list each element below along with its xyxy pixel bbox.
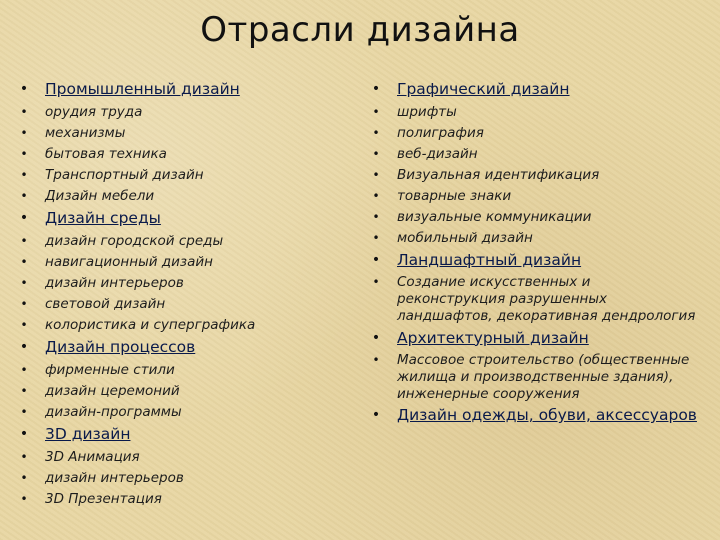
list-item: [18, 232, 348, 250]
item-label: полиграфия: [397, 125, 484, 141]
item-label: дизайн интерьеров: [45, 275, 184, 291]
bullet-icon: •: [20, 147, 28, 161]
section-heading-process: [18, 337, 348, 357]
section-heading-fashion: [370, 405, 700, 425]
list-item: [370, 166, 700, 184]
bullet-icon: •: [372, 231, 380, 245]
list-item: [370, 145, 700, 163]
item-label: дизайн городской среды: [45, 233, 224, 249]
list-item: [18, 490, 348, 508]
left-column: [18, 77, 348, 511]
heading-label[interactable]: Архитектурный дизайн: [397, 328, 589, 347]
list-item: [370, 274, 700, 325]
bullet-icon: •: [371, 329, 381, 346]
item-label: шрифты: [397, 104, 457, 120]
list-item: [18, 124, 348, 142]
bullet-icon: •: [20, 471, 28, 485]
heading-label[interactable]: Промышленный дизайн: [45, 80, 240, 98]
bullet-icon: •: [20, 126, 28, 140]
bullet-icon: •: [19, 81, 29, 97]
bullet-icon: •: [372, 126, 380, 140]
bullet-icon: •: [20, 318, 28, 332]
list-item: [18, 187, 348, 205]
bullet-icon: •: [20, 405, 28, 419]
list-item: [370, 208, 700, 226]
bullet-icon: •: [372, 352, 380, 367]
bullet-icon: •: [372, 275, 380, 289]
bullet-icon: •: [372, 210, 380, 224]
list-item: [18, 361, 348, 379]
bullet-icon: •: [372, 168, 380, 182]
list-item: [18, 166, 348, 184]
item-label: веб-дизайн: [397, 146, 478, 162]
list-item: [18, 253, 348, 271]
item-label: Дизайн мебели: [45, 188, 155, 204]
list-item: [18, 316, 348, 334]
section-heading-industrial: [18, 79, 348, 99]
item-label: визуальные коммуникации: [397, 209, 592, 225]
bullet-icon: •: [20, 105, 28, 119]
section-heading-3d: [18, 424, 348, 444]
list-item: [18, 274, 348, 292]
bullet-icon: •: [19, 339, 29, 355]
list-item: [18, 469, 348, 487]
item-label: орудия труда: [45, 104, 143, 120]
bullet-icon: •: [371, 252, 381, 268]
bullet-icon: •: [20, 189, 28, 203]
bullet-icon: •: [372, 147, 380, 161]
bullet-icon: •: [19, 426, 29, 442]
item-label: Транспортный дизайн: [45, 167, 204, 183]
item-label: 3D Анимация: [45, 449, 140, 465]
bullet-icon: •: [20, 450, 28, 464]
heading-label[interactable]: Дизайн среды: [45, 209, 161, 227]
page-title: Отрасли дизайна: [200, 10, 520, 50]
bullet-icon: •: [371, 81, 381, 97]
bullet-icon: •: [372, 189, 380, 203]
bullet-icon: •: [20, 234, 28, 248]
item-label: бытовая техника: [45, 146, 167, 162]
bullet-icon: •: [20, 297, 28, 311]
list-item: [370, 187, 700, 205]
heading-label[interactable]: Дизайн одежды, обуви, аксессуаров: [397, 406, 697, 425]
section-heading-environment: [18, 208, 348, 228]
list-item: [370, 124, 700, 142]
bullet-icon: •: [20, 168, 28, 182]
list-item: [370, 352, 700, 403]
bullet-icon: •: [20, 363, 28, 377]
list-item: [370, 229, 700, 247]
item-label: навигационный дизайн: [45, 254, 213, 270]
list-item: [18, 403, 348, 421]
list-item: [18, 448, 348, 466]
list-item: [18, 103, 348, 121]
list-item: [18, 382, 348, 400]
bullet-icon: •: [372, 105, 380, 119]
bullet-icon: •: [20, 384, 28, 398]
heading-label[interactable]: Графический дизайн: [397, 80, 570, 98]
section-heading-graphic: [370, 79, 700, 99]
item-label: световой дизайн: [45, 296, 166, 312]
bullet-icon: •: [19, 210, 29, 226]
list-item: [370, 103, 700, 121]
item-label: 3D Презентация: [45, 491, 162, 507]
bullet-icon: •: [20, 492, 28, 506]
heading-label[interactable]: Ландшафтный дизайн: [397, 251, 582, 269]
item-label: Массовое строительство (общественные жилища и производственные здания), инженерные сооружения: [397, 351, 690, 402]
item-label: Создание искусственных и реконструкция разрушенных ландшафтов, декоративная дендрология: [397, 274, 696, 324]
item-label: мобильный дизайн: [397, 230, 533, 246]
section-heading-landscape: [370, 250, 700, 270]
item-label: товарные знаки: [397, 188, 512, 204]
item-label: дизайн-программы: [45, 404, 182, 420]
section-heading-architecture: [370, 328, 700, 348]
item-label: дизайн интерьеров: [45, 470, 184, 486]
item-label: фирменные стили: [45, 362, 175, 378]
item-label: колористика и суперграфика: [45, 317, 256, 333]
right-column: [370, 77, 700, 429]
list-item: [18, 145, 348, 163]
heading-label[interactable]: 3D дизайн: [45, 425, 131, 443]
heading-label[interactable]: Дизайн процессов: [45, 338, 196, 356]
item-label: дизайн церемоний: [45, 383, 180, 399]
list-item: [18, 295, 348, 313]
bullet-icon: •: [371, 407, 381, 424]
item-label: механизмы: [45, 125, 126, 141]
bullet-icon: •: [20, 255, 28, 269]
item-label: Визуальная идентификация: [397, 167, 600, 183]
bullet-icon: •: [20, 276, 28, 290]
